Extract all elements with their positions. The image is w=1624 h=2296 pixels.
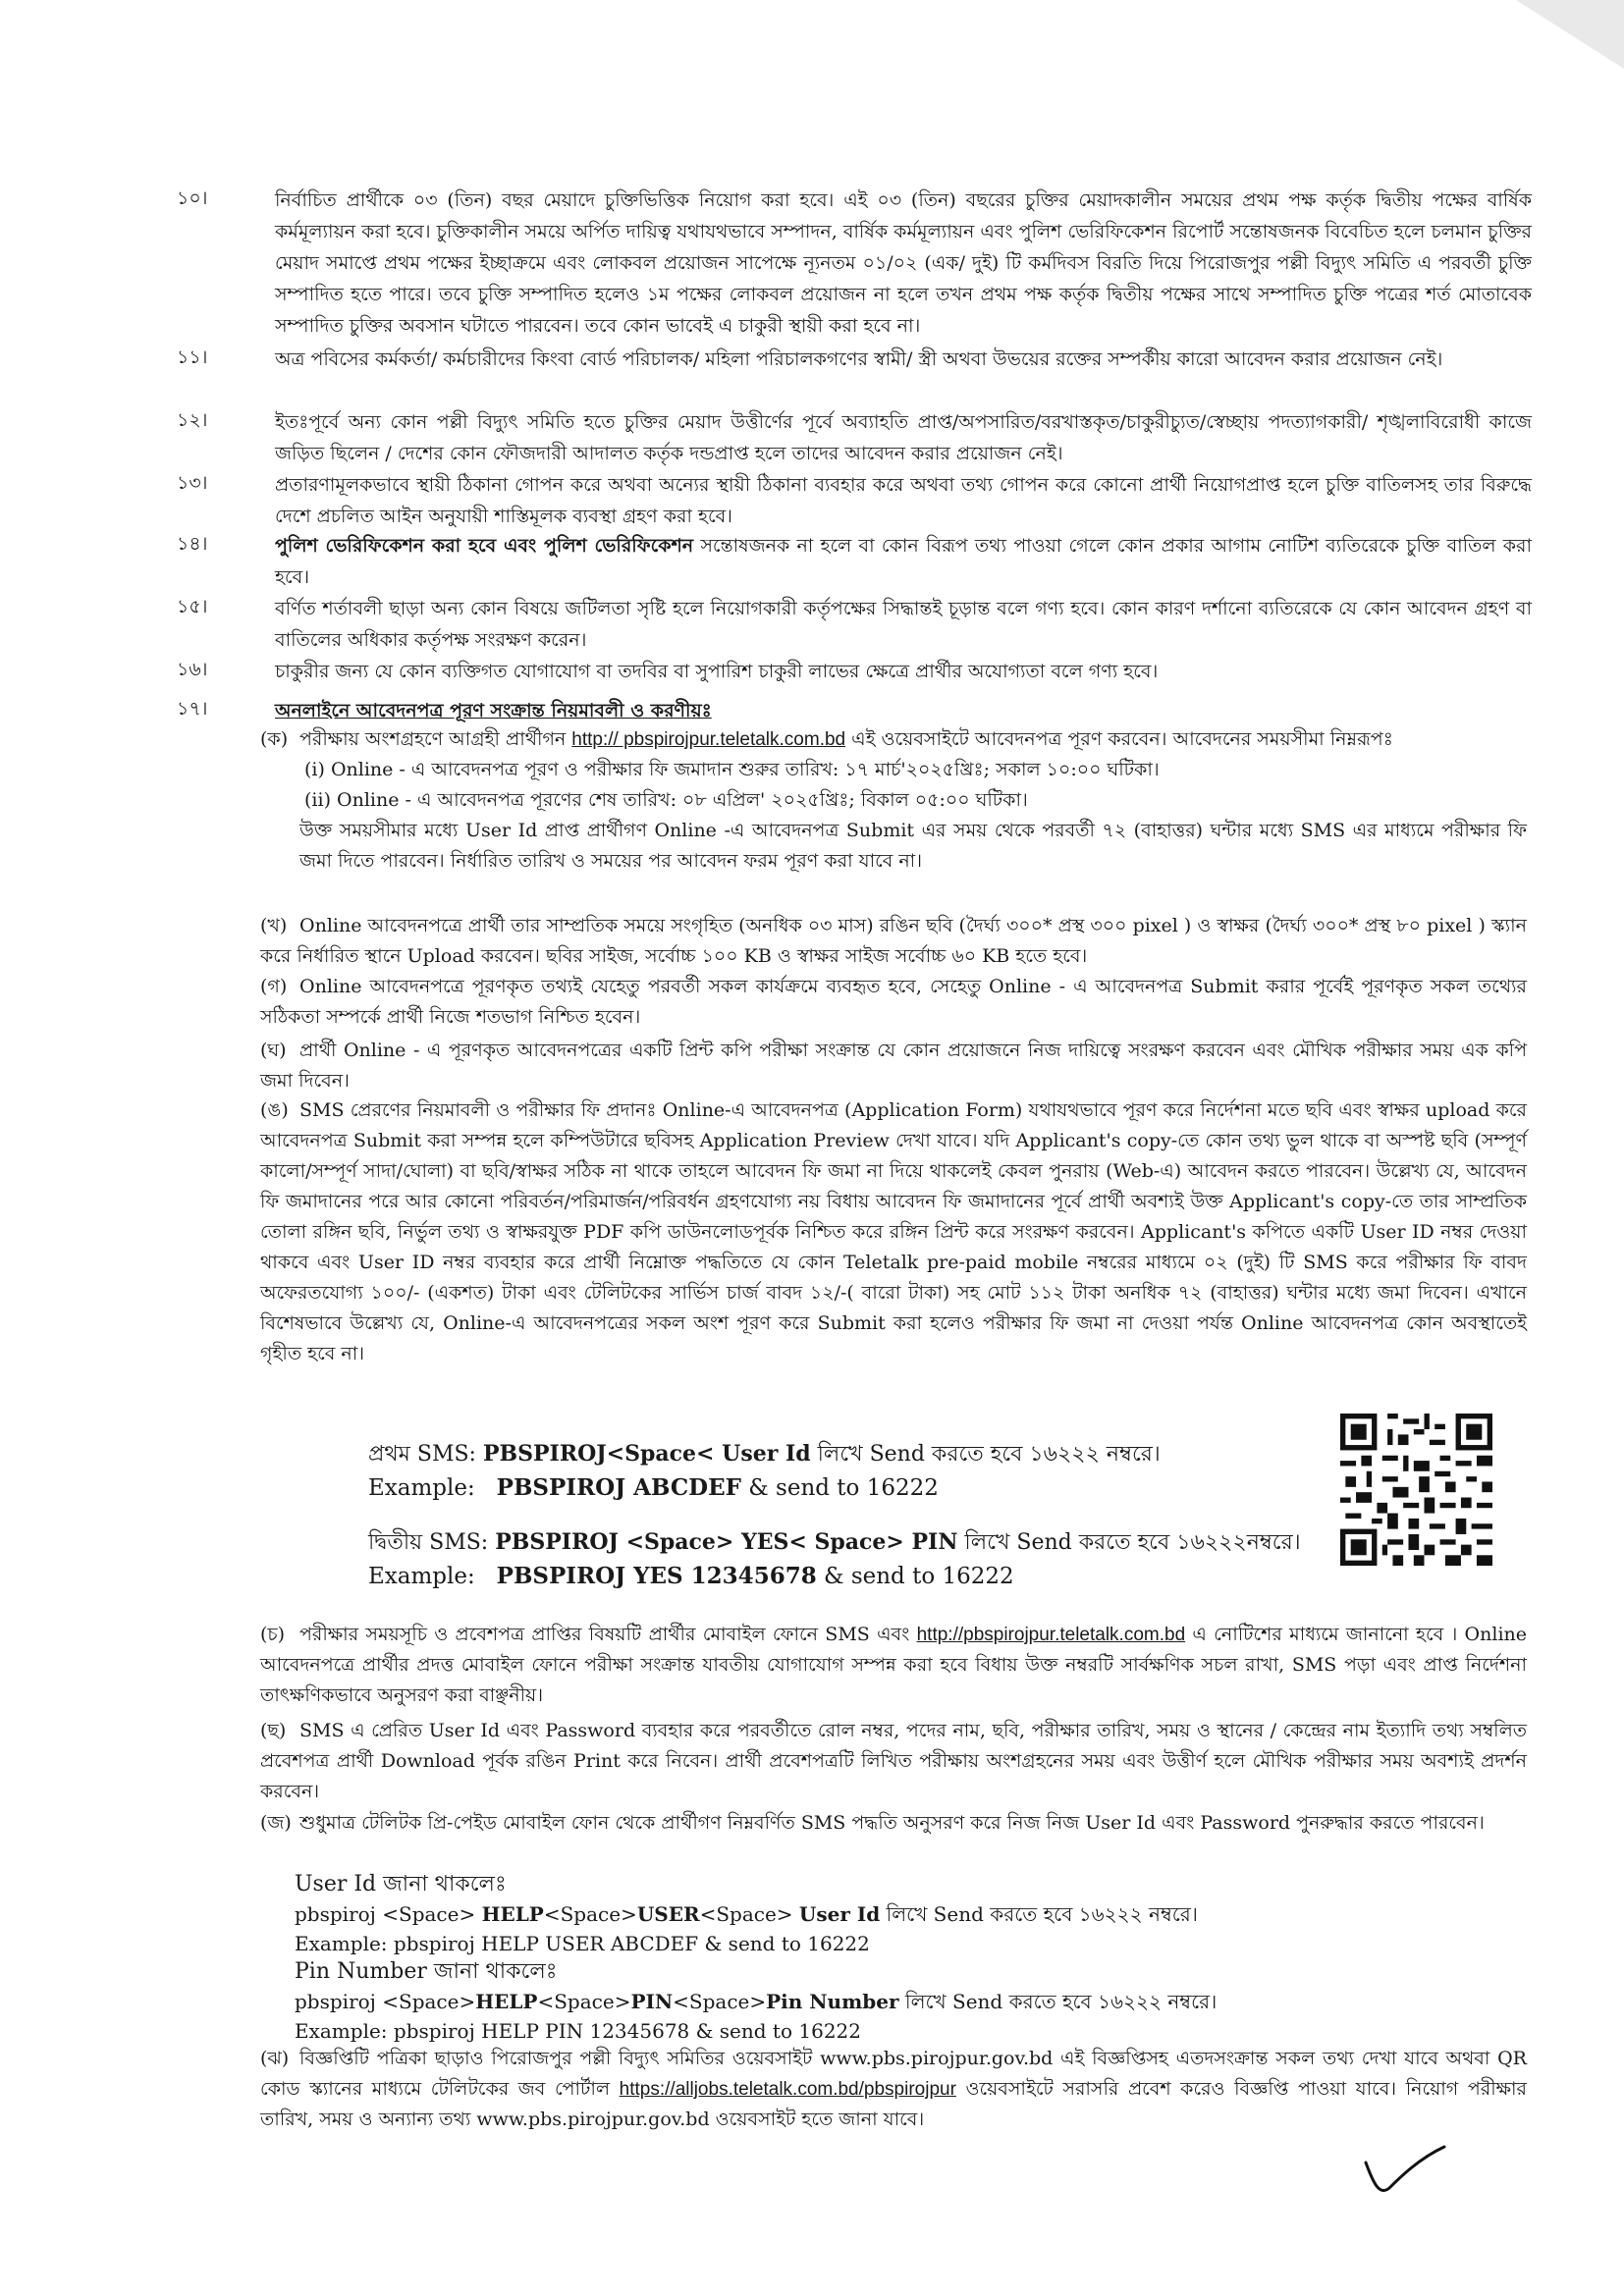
retrieve-command: [295, 1899, 1198, 1929]
sms-command: PBSPIROJ<Space< User Id: [482, 1441, 811, 1467]
clause-text: ইতঃপূর্বে অন্য কোন পল্লী বিদ্যুৎ সমিতি হতে চুক্তির মেয়াদ উত্তীর্ণের পূর্বে অব্যাহতি প্রাপ্ত/অপসারিত/বরখাস্তকৃত/চাকুরীচ্যুত/স্বেচ্ছায় পদত্যাগকারী/ শৃঙ্খলাবিরোধী কাজে জড়িত ছিলেন / দেশের কোন ফৌজদারী আদালত কর্তৃক দন্ডপ্রাপ্ত হলে তাদের আবেদন করার প্রয়োজন নেই।: [275, 411, 1532, 464]
sub-text: প্রার্থী Online - এ পূরণকৃত আবেদনপত্রের একটি প্রিন্ট কপি পরীক্ষা সংক্রান্ত যে কোন প্রয়োজনে নিজ দায়িত্বে সংরক্ষণ করবেন এবং মৌখিক পরীক্ষার সময় এক কপি জমা দিবেন।: [260, 1040, 1527, 1092]
sub-label: (ঙ): [260, 1099, 289, 1121]
sub-text: বিজ্ঞপ্তিটি পত্রিকা ছাড়াও পিরোজপুর পল্লী বিদ্যুৎ সমিতির ওয়েবসাইট www.pbs.pirojpur.gov.bd এই বিজ্ঞপ্তিসহ এতদসংক্রান্ত সকল তথ্য দেখা যাবে অথবা QR কোড স্ক্যানের মাধ্যমে টেলিটকের জব পোর্টাল: [260, 2048, 1527, 2100]
sms-prefix: প্রথম SMS:: [368, 1442, 476, 1467]
clause-number: ১১।: [177, 347, 208, 368]
sub-text: ওয়েবসাইটে সরাসরি প্রবেশ করেও বিজ্ঞপ্তি পাওয়া যাবে। নিয়োগ পরীক্ষার তারিখ, সময় ও অন্যান্য তথ্য www.pbs.pirojpur.gov.bd ওয়েবসাইট হতে জানা যাবে।: [260, 2078, 1527, 2130]
signature-mark: [1360, 2145, 1448, 2199]
clause-text-bold: পুলিশ ভেরিফিকেশন করা হবে এবং পুলিশ ভেরিফিকেশন: [275, 535, 694, 557]
clause-text-rest: সন্তোষজনক না হলে বা কোন বিরূপ তথ্য পাওয়া গেলে কোন প্রকার আগাম নোটিশ ব্যতিরেকে চুক্তি বাতিল করা হবে।: [275, 535, 1532, 588]
cmd-keyword: HELP: [475, 1990, 538, 2013]
section-heading: অনলাইনে আবেদনপত্র পূরণ সংক্রান্ত নিয়মাবলী ও করণীয়ঃ: [275, 700, 712, 721]
retrieve-title: Pin Number জানা থাকলেঃ: [295, 1959, 558, 1984]
retrieve-example: Example: pbspiroj HELP USER ABCDEF & send to 16222: [295, 1932, 870, 1955]
qr-code-icon[interactable]: [1340, 1414, 1492, 1566]
jobs-portal-link[interactable]: https://alljobs.teletalk.com.bd/pbspirojpur: [619, 2079, 956, 2100]
sub-label: (ঘ): [260, 1040, 287, 1061]
clause-number: ১৫।: [177, 596, 208, 617]
notice-link[interactable]: http://pbspirojpur.teletalk.com.bd: [916, 1625, 1186, 1645]
cmd-part: লিখে Send করতে হবে ১৬২২২ নম্বরে।: [898, 1990, 1218, 2013]
sub-label: (ঝ): [260, 2048, 290, 2069]
cmd-part: <Space>: [673, 1990, 767, 2013]
clause-15: [177, 593, 1532, 656]
sub-label: (জ): [260, 1812, 292, 1834]
clause-number: ১২।: [177, 409, 208, 431]
sms-command: PBSPIROJ <Space> YES< Space> PIN: [495, 1529, 958, 1555]
clause-14: [177, 530, 1532, 593]
sub-text: এই ওয়েবসাইটে আবেদনপত্র পূরণ করবেন। আবেদনের সময়সীমা নিম্নরূপঃ: [845, 728, 1393, 750]
cmd-keyword: PIN: [630, 1990, 674, 2013]
clause-17: [177, 695, 1532, 726]
sub-text: শুধুমাত্র টেলিটক প্রি-পেইড মোবাইল ফোন থেকে প্রার্থীগণ নিম্নবর্ণিত SMS পদ্ধতি অনুসরণ করে নিজ নিজ User Id এবং Password পুনরুদ্ধার করতে পারবেন।: [299, 1812, 1485, 1834]
cmd-keyword: Pin Number: [766, 1990, 899, 2013]
clause-11: [177, 344, 1532, 375]
sub-jha: [260, 2044, 1527, 2135]
clause-text: চাকুরীর জন্য যে কোন ব্যক্তিগত যোগাযোগ বা তদবির বা সুপারিশ চাকুরী লাভের ক্ষেত্রে প্রার্থীর অযোগ্যতা বলে গণ্য হবে।: [275, 661, 1159, 682]
clause-10: [177, 185, 1532, 342]
sub-text: Online আবেদনপত্রে পূরণকৃত তথ্যই যেহেতু পরবর্তী সকল কার্যক্রমে ব্যবহৃত হবে, সেহেতু Online - এ আবেদনপত্র Submit করার পূর্বেই পূরণকৃত সকল তথ্যের সঠিকতা সম্পর্কে প্রার্থী নিজে শতভাগ নিশ্চিত হবেন।: [260, 976, 1527, 1028]
clause-text: প্রতারণামূলকভাবে স্থায়ী ঠিকানা গোপন করে অথবা অন্যের স্থায়ী ঠিকানা ব্যবহার করে অথবা তথ্য গোপন করে কোনো প্রার্থী নিয়োগপ্রাপ্ত হলে চুক্তি বাতিলসহ তার বিরুদ্ধে দেশে প্রচলিত আইন অনুযায়ী শাস্তিমূলক ব্যবস্থা গ্রহণ করা হবে।: [275, 474, 1532, 527]
sub-note: উক্ত সময়সীমার মধ্যে User Id প্রাপ্ত প্রার্থীগণ Online -এ আবেদনপত্র Submit এর সময় থেকে পরবর্তী ৭২ (বাহাত্তর) ঘন্টার মধ্যে SMS এর মাধ্যমে পরীক্ষার ফি জমা দিতে পারবেন। নির্ধারিত তারিখ ও সময়ের পর আবেদন ফরম পূরণ করা যাবে না।: [299, 820, 1527, 872]
sub-label: (গ): [260, 976, 288, 997]
cmd-part: <Space>: [543, 1902, 637, 1926]
sms-first: [368, 1437, 1161, 1505]
sub-text: পরীক্ষায় অংশগ্রহণে আগ্রহী প্রার্থীগন: [299, 728, 572, 750]
sub-gha: [260, 1036, 1527, 1096]
clause-number: ১৩।: [177, 472, 208, 494]
clause-number: ১৬।: [177, 659, 208, 680]
clause-12: [177, 406, 1532, 469]
sub-label: (ছ): [260, 1720, 287, 1741]
clause-text: বর্ণিত শর্তাবলী ছাড়া অন্য কোন বিষয়ে জটিলতা সৃষ্টি হলে নিয়োগকারী কর্তৃপক্ষের সিদ্ধান্তই চূড়ান্ত বলে গণ্য হবে। কোন কারণ দর্শানো ব্যতিরেকে যে কোন আবেদন গ্রহণ বা বাতিলের অধিকার কর্তৃপক্ষ সংরক্ষণ করেন।: [275, 598, 1532, 651]
sub-text: SMS প্রেরণের নিয়মাবলী ও পরীক্ষার ফি প্রদানঃ Online-এ আবেদনপত্র (Application Form) যথাযথভাবে পূরণ করে নির্দেশনা মতে ছবি এবং স্বাক্ষর upload করে আবেদনপত্র Submit করা সম্পন্ন হলে কম্পিউটারে ছবিসহ Application Preview দেখা যাবে। যদি Applicant's copy-তে কোন তথ্য ভুল থাকে বা অস্পষ্ট ছবি (সম্পূর্ণ কালো/সম্পূর্ণ সাদা/ঘোলা) বা ছবি/স্বাক্ষর সঠিক না থাকে তাহলে আবেদন ফি জমা না দিয়ে থাকলেই কেবল পুনরায় (Web-এ) আবেদন করতে পারবেন। উল্লেখ্য যে, আবেদন ফি জমাদানের পরে আর কোনো পরিবর্তন/পরিমার্জন/পরিবর্ধন গ্রহণযোগ্য নয় বিধায় আবেদন ফি জমাদানের পূর্বে প্রার্থী অবশ্যই উক্ত Applicant's copy-তে তার সাম্প্রতিক তোলা রঙ্গিন ছবি, নির্ভুল তথ্য ও স্বাক্ষরযুক্ত PDF কপি ডাউনলোডপূর্বক নিশ্চিত করে রঙ্গিন প্রিন্ট করে সংরক্ষণ করবেন। Applicant's কপিতে একটি User ID নম্বর দেওয়া থাকবে এবং User ID নম্বর ব্যবহার করে প্রার্থী নিম্নোক্ত পদ্ধতিতে যে কোন Teletalk pre-paid mobile নম্বরের মাধ্যমে ০২ (দুই) টি SMS করে পরীক্ষার ফি বাবদ অফেরতযোগ্য ১০০/- (একশত) টাকা এবং টেলিটকের সার্ভিস চার্জ বাবদ ১২/-( বারো টাকা) সহ মোট ১১২ টাকা অনধিক ৭২ (বাহাত্তর) ঘন্টার মধ্যে জমা দিবেন। এখানে বিশেষভাবে উল্লেখ্য যে, Online-এ আবেদনপত্রের সকল অংশ পূরণ করে Submit করা হলেও পরীক্ষার ফি জমা না দেওয়া পর্যন্ত Online আবেদনপত্র কোন অবস্থাতেই গৃহীত হবে না।: [260, 1099, 1527, 1364]
sub-text: SMS এ প্রেরিত User Id এবং Password ব্যবহার করে পরবর্তীতে রোল নম্বর, পদের নাম, ছবি, পরীক্ষার তারিখ, সময় ও স্থানের / কেন্দ্রের নাম ইত্যাদি তথ্য সম্বলিত প্রবেশপত্র প্রার্থী Download পূর্বক রঙিন Print করে নিবেন। প্রার্থী প্রবেশপত্রটি লিখিত পরীক্ষায় অংশগ্রহনের সময় এবং উত্তীর্ণ হলে মৌখিক পরীক্ষার সময় অবশ্যই প্রদর্শন করবেন।: [260, 1720, 1527, 1802]
sms-second: [368, 1525, 1301, 1593]
sub-umo: [260, 1095, 1527, 1369]
cmd-part: <Space>: [699, 1902, 799, 1926]
retrieve-title: User Id জানা থাকলেঃ: [295, 1872, 507, 1896]
apply-link[interactable]: http:// pbspirojpur.teletalk.com.bd: [571, 729, 846, 750]
cmd-keyword: User Id: [798, 1902, 881, 1926]
sub-label: (চ): [260, 1624, 286, 1645]
clause-text: নির্বাচিত প্রার্থীকে ০৩ (তিন) বছর মেয়াদে চুক্তিভিত্তিক নিয়োগ করা হবে। এই ০৩ (তিন) বছরের চুক্তির মেয়াদকালীন সময়ের প্রথম পক্ষ কর্তৃক দ্বিতীয় পক্ষের বার্ষিক কর্মমূল্যায়ন করা হবে। চুক্তিকালীন সময়ে অর্পিত দায়িত্ব যথাযথভাবে সম্পাদন, বার্ষিক কর্মমূল্যায়ন এবং পুলিশ ভেরিফিকেশন রিপোর্ট সন্তোষজনক বিবেচিত হলে চলমান চুক্তির মেয়াদ সমাপ্তে প্রথম পক্ষের ইচ্ছাক্রমে এবং লোকবল প্রয়োজন সাপেক্ষে ন্যূনতম ০১/০২ (এক/ দুই) টি কর্মদিবস বিরতি দিয়ে পিরোজপুর পল্লী বিদ্যুৎ সমিতি এ পরবর্তী চুক্তি সম্পাদিত হতে পারে। তবে চুক্তি সম্পাদিত হলেও ১ম পক্ষের লোকবল প্রয়োজন না হলে তখন প্রথম পক্ষ কর্তৃক দ্বিতীয় পক্ষের সাথে সম্পাদিত চুক্তি পত্রের শর্ত মোতাবেক সম্পাদিত চুক্তির অবসান ঘটাতে পারবেন। তবে কোন ভাবেই এ চাকুরী স্থায়ী করা হবে না।: [275, 189, 1532, 337]
cmd-keyword: HELP: [481, 1902, 544, 1926]
cmd-part: pbspiroj <Space>: [295, 1902, 482, 1926]
cmd-keyword: USER: [636, 1902, 700, 1926]
sub-label: (ক): [260, 728, 289, 750]
deadline-item: (i) Online - এ আবেদনপত্র পূরণ ও পরীক্ষার ফি জমাদান শুরুর তারিখ: ১৭ মার্চ'২০২৫খ্রিঃ; সকাল ১০:০০ ঘটিকা।: [304, 759, 1160, 780]
clause-13: [177, 469, 1532, 532]
sub-text: পরীক্ষার সময়সূচি ও প্রবেশপত্র প্রাপ্তির বিষয়টি প্রার্থীর মোবাইল ফোনে SMS এবং: [299, 1624, 917, 1645]
sub-chha: [260, 1716, 1527, 1807]
sub-text: এ নোটিশের মাধ্যমে জানানো হবে । Online আবেদনপত্রে প্রার্থীর প্রদত্ত মোবাইল ফোনে পরীক্ষা সংক্রান্ত যাবতীয় যোগাযোগ সম্পন্ন করা হবে বিধায় উক্ত নম্বরটি সার্বক্ষণিক সচল রাখা, SMS পড়া এবং প্রাপ্ত নির্দেশনা তাৎক্ষণিকভাবে অনুসরণ করা বাঞ্ছনীয়।: [260, 1624, 1528, 1706]
sub-ja: [260, 1808, 1527, 1839]
example-suffix: & send to 16222: [816, 1564, 1014, 1589]
userid-retrieve: [295, 1870, 1198, 1958]
example-suffix: & send to 16222: [740, 1475, 939, 1501]
sub-kha: [260, 911, 1527, 972]
cmd-part: লিখে Send করতে হবে ১৬২২২ নম্বরে।: [880, 1902, 1198, 1926]
clause-number: ১৪।: [177, 533, 208, 555]
retrieve-command: [295, 1987, 1217, 2016]
clause-text: [275, 530, 1532, 593]
example-code: PBSPIROJ YES 12345678: [496, 1563, 817, 1589]
sms-prefix: দ্বিতীয় SMS:: [368, 1530, 489, 1555]
sub-ka: [260, 724, 1527, 877]
clause-number: ১৭।: [177, 698, 208, 720]
cmd-part: <Space>: [537, 1990, 631, 2013]
cmd-part: pbspiroj <Space>: [295, 1990, 476, 2013]
clause-number: ১০।: [177, 187, 208, 209]
sub-cha: [260, 1620, 1527, 1711]
deadline-item: (ii) Online - এ আবেদনপত্র পূরণের শেষ তারিখ: ০৮ এপ্রিল' ২০২৫খ্রিঃ; বিকাল ০৫:০০ ঘটিকা।: [304, 789, 1028, 811]
sub-label: (খ): [260, 915, 288, 936]
example-label: Example:: [368, 1564, 475, 1589]
example-label: Example:: [368, 1475, 475, 1501]
sub-ga: [260, 972, 1527, 1033]
sms-suffix: লিখে Send করতে হবে ১৬২২২ নম্বরে।: [810, 1442, 1161, 1467]
pin-retrieve: [295, 1957, 1217, 2046]
example-code: PBSPIROJ ABCDEF: [496, 1474, 741, 1501]
clause-16: [177, 656, 1532, 687]
sub-text: Online আবেদনপত্রে প্রার্থী তার সাম্প্রতিক সময়ে সংগৃহিত (অনধিক ০৩ মাস) রঙিন ছবি (দৈর্ঘ্য ৩০০* প্রস্থ ৩০০ pixel ) ও স্বাক্ষর (দৈর্ঘ্য ৩০০* প্রস্থ ৮০ pixel ) স্ক্যান করে নির্ধারিত স্থানে Upload করবেন। ছবির সাইজ, সর্বোচ্চ ১০০ KB ও স্বাক্ষর সাইজ সর্বোচ্চ ৬০ KB হতে হবে।: [260, 915, 1527, 967]
sms-suffix: লিখে Send করতে হবে ১৬২২২নম্বরে।: [957, 1530, 1301, 1555]
page-corner-fold: [1516, 0, 1624, 69]
retrieve-example: Example: pbspiroj HELP PIN 12345678 & send to 16222: [295, 2019, 861, 2043]
clause-text: অত্র পবিসের কর্মকর্তা/ কর্মচারীদের কিংবা বোর্ড পরিচালক/ মহিলা পরিচালকগণের স্বামী/ স্ত্রী অথবা উভয়ের রক্তের সম্পর্কীয় কারো আবেদন করার প্রয়োজন নেই।: [275, 348, 1443, 370]
